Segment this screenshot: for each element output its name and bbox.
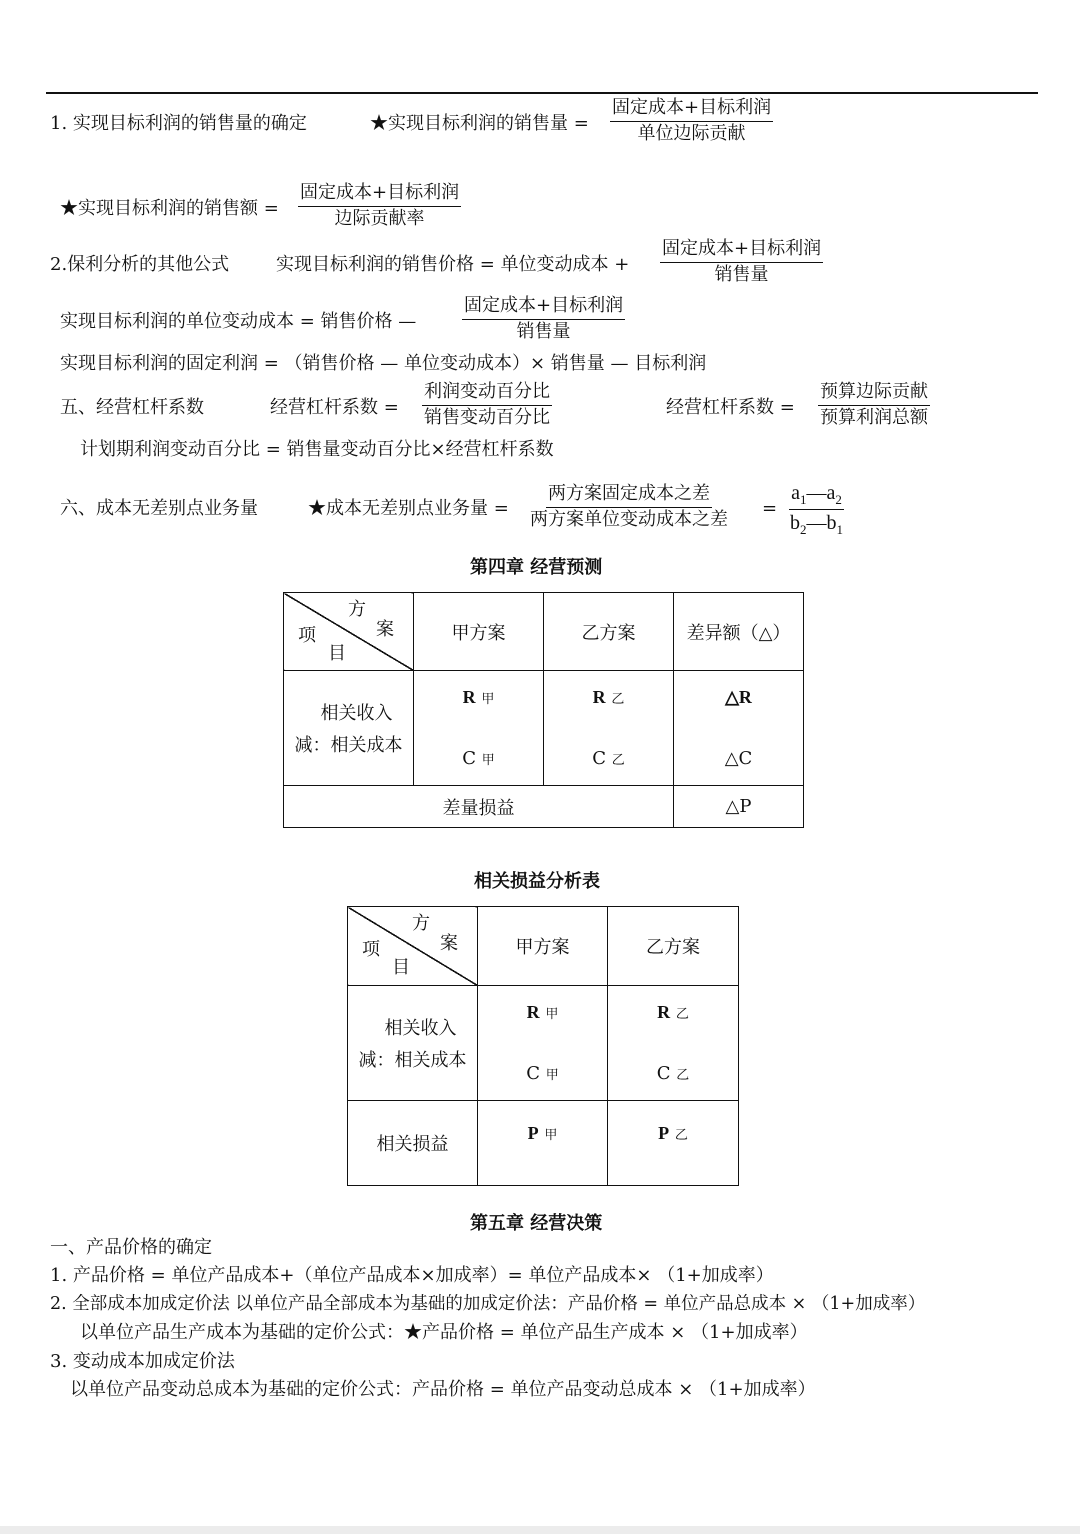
table1-r-jia-sub: 甲 bbox=[481, 692, 495, 707]
table2-profit-label: 相关损益 bbox=[348, 1101, 478, 1186]
indiff-fraction bbox=[528, 483, 730, 531]
indiff-equals: = bbox=[762, 498, 778, 519]
table1-c-jia: C bbox=[462, 748, 477, 769]
formula2-denominator: 边际贡献率 bbox=[334, 207, 425, 229]
table2-c-jia-sub: 甲 bbox=[545, 1068, 559, 1083]
table1-col-diff: 差异额（△） bbox=[674, 593, 804, 671]
table2-p-jia-sub: 甲 bbox=[544, 1128, 558, 1143]
formula3-lhs: 实现目标利润的销售价格 = 单位变动成本 + bbox=[276, 254, 630, 275]
indiff-ab-denominator bbox=[788, 510, 845, 538]
table2-corner-mu: 目 bbox=[392, 957, 410, 978]
table1-delta-c: △C bbox=[724, 748, 753, 769]
table1-delta-r: △R bbox=[725, 687, 752, 707]
table2-p-jia: P bbox=[527, 1123, 539, 1143]
table2-row-line2: 减：相关成本 bbox=[358, 1050, 467, 1071]
table2-cell-jia bbox=[478, 986, 608, 1101]
formula3-denominator: 销售量 bbox=[714, 263, 769, 285]
table1-cell-diff bbox=[674, 671, 804, 786]
indiff-b1: —b bbox=[806, 512, 837, 535]
leverage-formula2-lhs: 经营杠杆系数 = bbox=[666, 397, 795, 418]
table1-delta-p: △P bbox=[674, 786, 804, 828]
page-bottom-edge bbox=[0, 1526, 1080, 1534]
formula3-fraction bbox=[660, 238, 823, 286]
table1-c-jia-sub: 甲 bbox=[481, 753, 495, 768]
indiff-title: 六、成本无差别点业务量 bbox=[60, 498, 258, 519]
formula1-lhs: ★实现目标利润的销售量 = bbox=[370, 113, 589, 134]
chapter5-line5: 以单位产品变动总成本为基础的定价公式：产品价格 = 单位产品变动总成本 × （1+加成率） bbox=[70, 1379, 816, 1400]
chapter5-section1: 一、产品价格的确定 bbox=[50, 1237, 212, 1258]
table2-row-label bbox=[348, 986, 478, 1101]
table2-row-line1: 相关收入 bbox=[384, 1018, 457, 1039]
item1-label: 1. 实现目标利润的销售量的确定 bbox=[50, 113, 307, 134]
table1-corner-mu: 目 bbox=[328, 643, 346, 664]
indiff-b2-sub: 2 bbox=[800, 522, 807, 538]
table2-corner-an: 案 bbox=[440, 933, 458, 954]
indiff-b2: b bbox=[790, 512, 800, 535]
table1-corner-xiang: 项 bbox=[298, 625, 316, 646]
formula4-fraction bbox=[462, 295, 625, 343]
table2-c-yi-sub: 乙 bbox=[676, 1068, 690, 1083]
table2-p-yi-cell bbox=[608, 1101, 739, 1186]
table2-r-yi: R bbox=[657, 1002, 671, 1022]
leverage-title: 五、经营杠杆系数 bbox=[60, 397, 204, 418]
table1-corner-fang: 方 bbox=[348, 599, 366, 620]
leverage-formula2-fraction bbox=[818, 381, 930, 429]
table2-c-jia: C bbox=[526, 1063, 541, 1084]
table1-corner-cell bbox=[284, 593, 414, 671]
table1-corner-an: 案 bbox=[376, 619, 394, 640]
chapter5-title: 第五章 经营决策 bbox=[470, 1213, 603, 1234]
table1-row-label bbox=[284, 671, 414, 786]
indiff-fraction-ab bbox=[788, 481, 845, 539]
table2-corner-fang: 方 bbox=[412, 913, 430, 934]
formula1-denominator: 单位边际贡献 bbox=[637, 122, 746, 144]
differential-table bbox=[283, 592, 804, 828]
indiff-lhs: ★成本无差别点业务量 = bbox=[308, 498, 509, 519]
formula1-fraction bbox=[610, 97, 773, 145]
table2-p-yi-sub: 乙 bbox=[674, 1128, 688, 1143]
relevant-profit-table bbox=[347, 906, 739, 1186]
top-rule bbox=[46, 92, 1038, 94]
table1-row-line1: 相关收入 bbox=[320, 703, 393, 724]
table1-profit-label: 差量损益 bbox=[284, 786, 674, 828]
table1-col-jia: 甲方案 bbox=[414, 593, 544, 671]
table1-c-yi-sub: 乙 bbox=[611, 753, 625, 768]
formula3-numerator: 固定成本+目标利润 bbox=[660, 238, 823, 263]
table2-cell-yi bbox=[608, 986, 739, 1101]
indiff-a2-sub: 2 bbox=[835, 492, 842, 507]
table1-r-yi-sub: 乙 bbox=[611, 692, 625, 707]
table1-cell-yi bbox=[544, 671, 674, 786]
leverage-formula1-numerator: 利润变动百分比 bbox=[422, 381, 552, 406]
formula2-lhs: ★实现目标利润的销售额 = bbox=[60, 198, 279, 219]
table2-title: 相关损益分析表 bbox=[474, 871, 600, 892]
chapter5-line3: 以单位产品生产成本为基础的定价公式：★产品价格 = 单位产品生产成本 × （1+加成率） bbox=[80, 1322, 808, 1343]
table2-corner-xiang: 项 bbox=[362, 939, 380, 960]
table1-col-yi: 乙方案 bbox=[544, 593, 674, 671]
table2-p-jia-cell bbox=[478, 1101, 608, 1186]
table1-cell-jia bbox=[414, 671, 544, 786]
chapter5-line1: 1. 产品价格 = 单位产品成本+（单位产品成本×加成率）= 单位产品成本× （1+加成率） bbox=[50, 1265, 774, 1286]
formula1-numerator: 固定成本+目标利润 bbox=[610, 97, 773, 122]
formula4-denominator: 销售量 bbox=[516, 320, 571, 342]
table2-p-yi: P bbox=[658, 1123, 670, 1143]
indiff-numerator: 两方案固定成本之差 bbox=[546, 483, 712, 508]
indiff-ab-numerator bbox=[789, 481, 844, 510]
leverage-formula1-lhs: 经营杠杆系数 = bbox=[270, 397, 399, 418]
formula2-fraction bbox=[298, 182, 461, 230]
table2-r-yi-sub: 乙 bbox=[675, 1007, 689, 1022]
formula4-lhs: 实现目标利润的单位变动成本 = 销售价格 — bbox=[60, 311, 417, 332]
chapter5-line2: 2. 全部成本加成定价法 以单位产品全部成本为基础的加成定价法：产品价格 = 单位产品总成本 × （1+加成率） bbox=[50, 1294, 926, 1314]
indiff-b1-sub: 1 bbox=[836, 522, 843, 538]
item2-label: 2.保利分析的其他公式 bbox=[50, 254, 230, 275]
chapter5-line4: 3. 变动成本加成定价法 bbox=[50, 1351, 235, 1372]
table1-r-jia: R bbox=[462, 687, 476, 707]
leverage-formula2-denominator: 预算利润总额 bbox=[820, 406, 928, 428]
leverage-formula1-denominator: 销售变动百分比 bbox=[424, 406, 550, 428]
table2-col-yi: 乙方案 bbox=[608, 907, 739, 986]
table2-r-jia-sub: 甲 bbox=[545, 1007, 559, 1022]
formula4-numerator: 固定成本+目标利润 bbox=[462, 295, 625, 320]
table2-col-jia: 甲方案 bbox=[478, 907, 608, 986]
indiff-denominator: 两方案单位变动成本之差 bbox=[530, 508, 728, 530]
formula5: 实现目标利润的固定利润 = （销售价格 — 单位变动成本）× 销售量 — 目标利润 bbox=[60, 353, 707, 374]
table2-r-jia: R bbox=[526, 1002, 540, 1022]
leverage-formula2-numerator: 预算边际贡献 bbox=[818, 381, 930, 406]
table2-corner-cell bbox=[348, 907, 478, 986]
table2-c-yi: C bbox=[656, 1063, 671, 1084]
formula2-numerator: 固定成本+目标利润 bbox=[298, 182, 461, 207]
table1-r-yi: R bbox=[592, 687, 606, 707]
indiff-a2: —a bbox=[806, 482, 836, 504]
table1-row-line2: 减：相关成本 bbox=[294, 735, 403, 756]
indiff-a1: a bbox=[791, 482, 800, 504]
chapter4-title: 第四章 经营预测 bbox=[470, 557, 603, 578]
leverage-formula1-fraction bbox=[422, 381, 552, 429]
indiff-a1-sub: 1 bbox=[800, 492, 807, 507]
leverage-formula3: 计划期利润变动百分比 = 销售量变动百分比×经营杠杆系数 bbox=[80, 439, 554, 460]
table1-c-yi: C bbox=[592, 748, 607, 769]
